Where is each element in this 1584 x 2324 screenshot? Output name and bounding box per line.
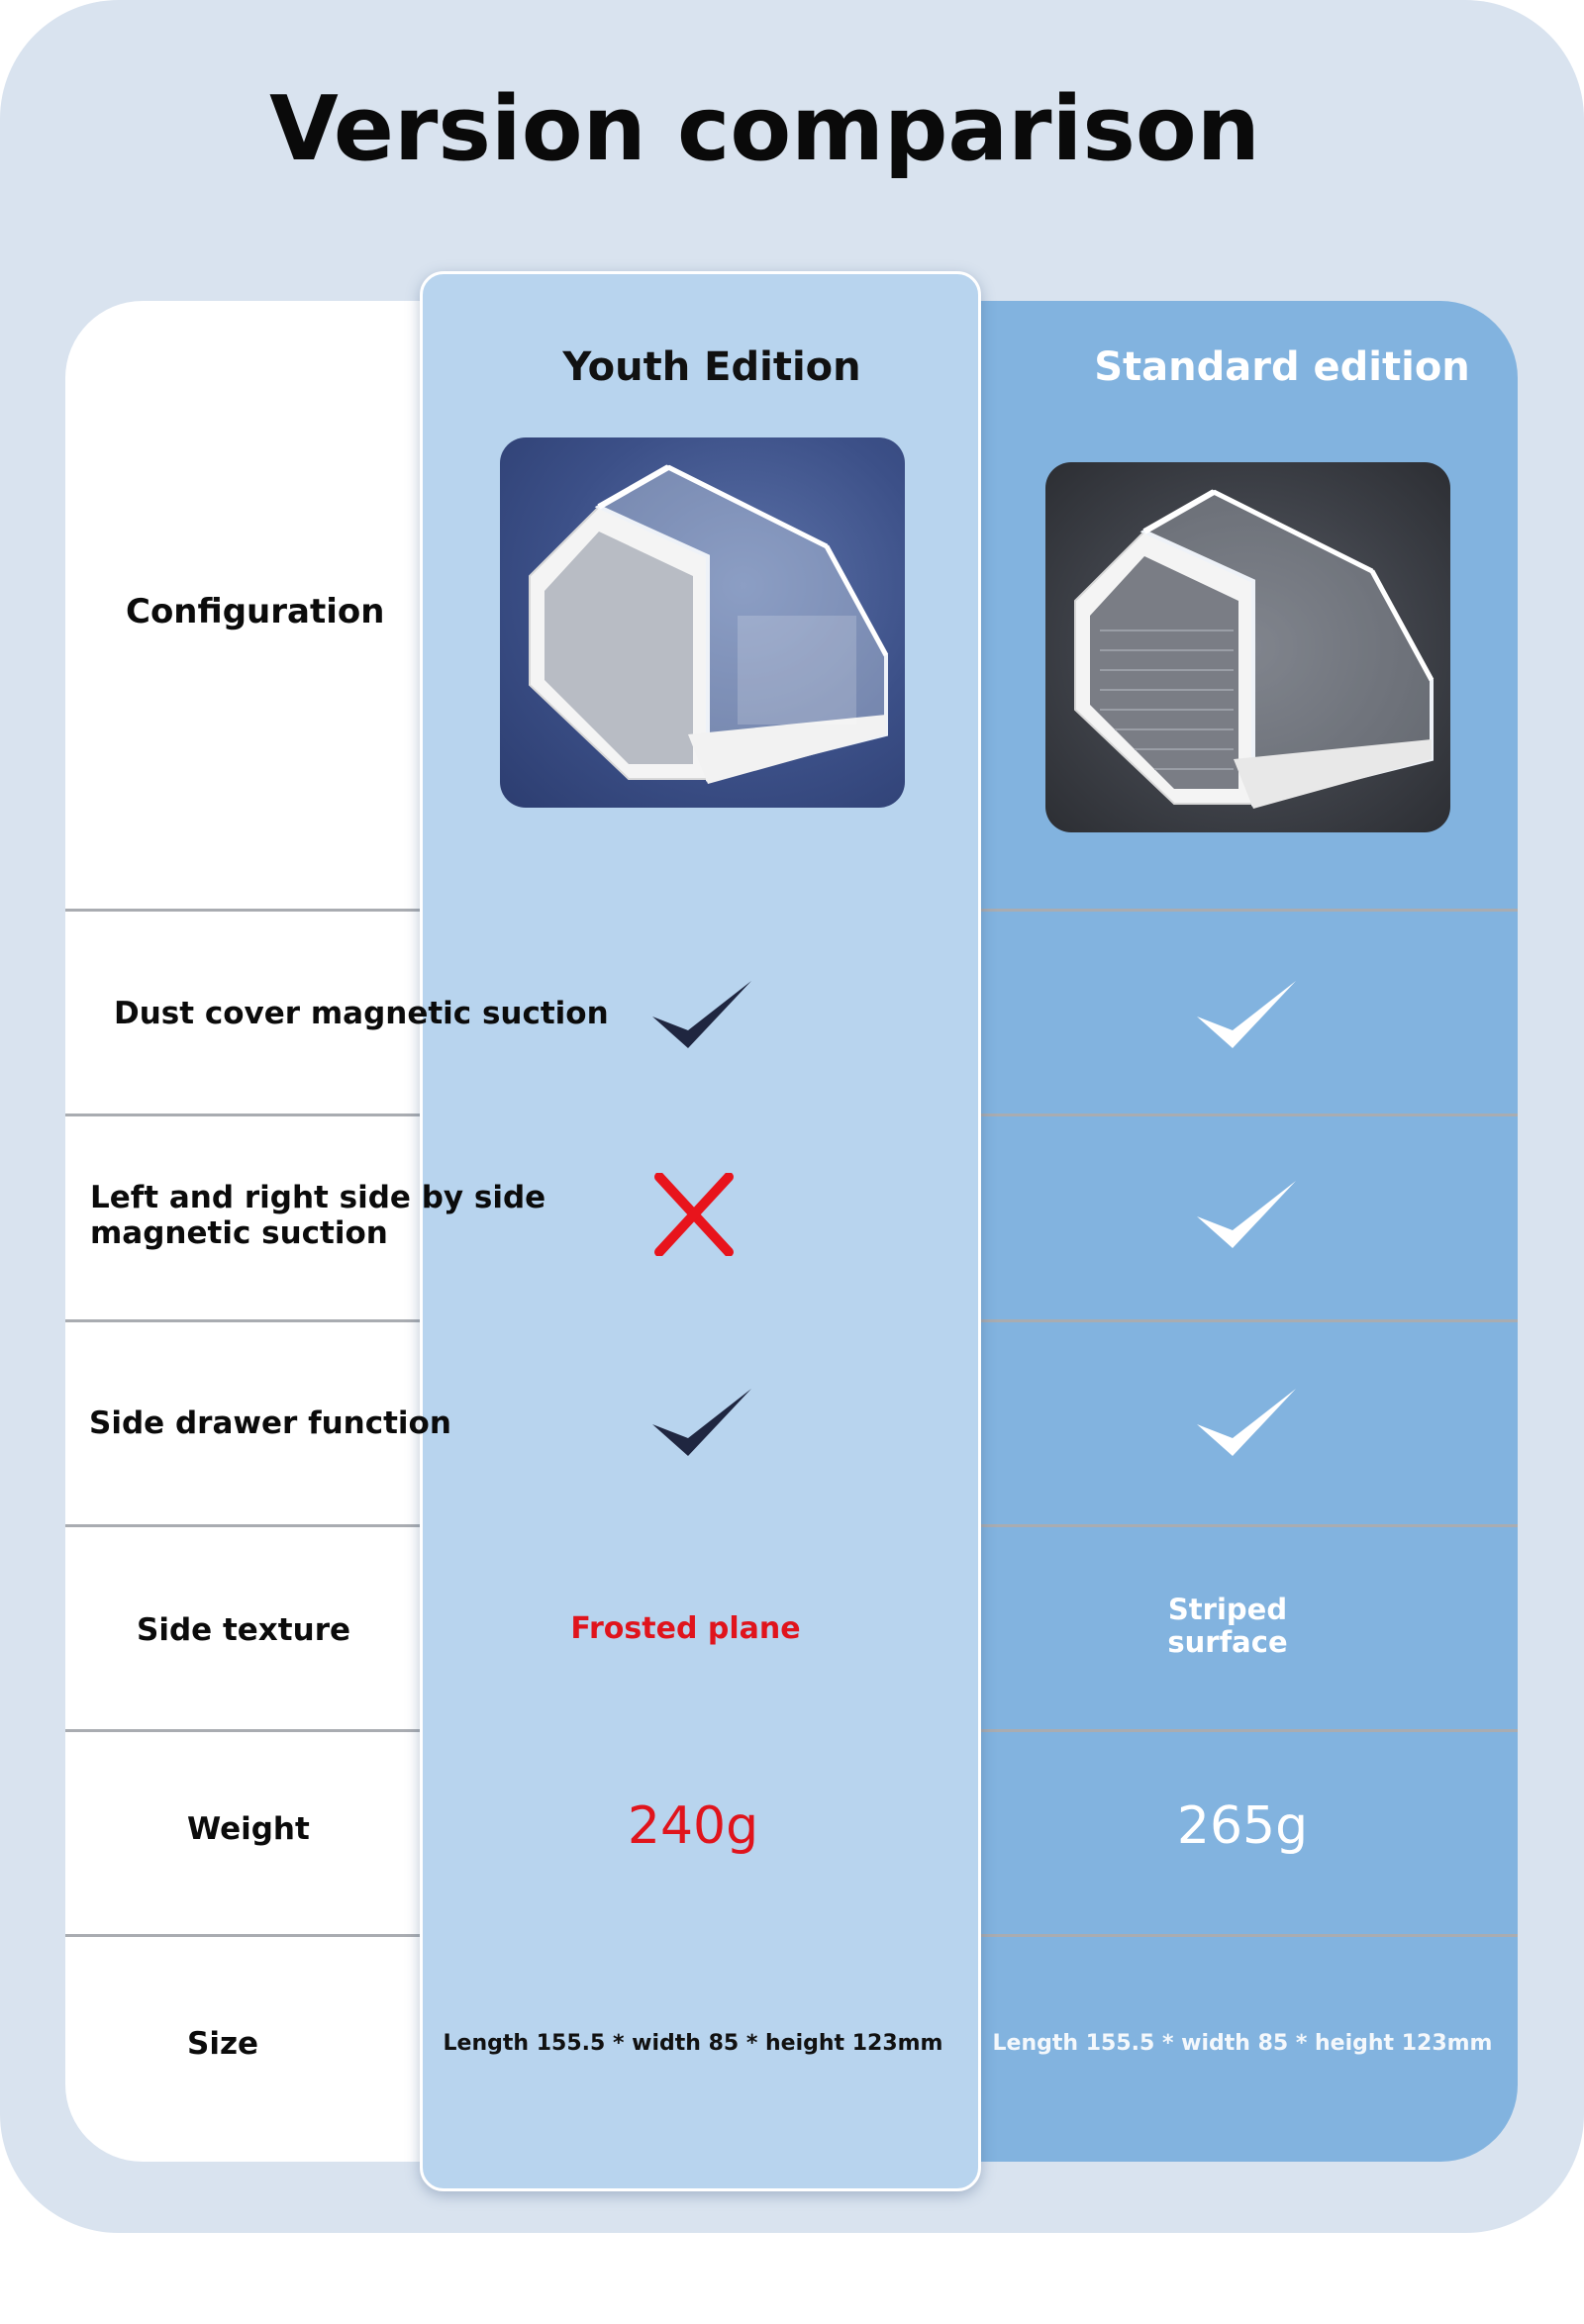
row-label-weight: Weight bbox=[187, 1811, 310, 1847]
standard-size-value: Length 155.5 * width 85 * height 123mm bbox=[992, 2031, 1493, 2056]
youth-product-image bbox=[500, 437, 905, 808]
row-label-configuration: Configuration bbox=[126, 592, 385, 631]
youth-side-texture-value: Frosted plane bbox=[570, 1611, 801, 1646]
check-icon bbox=[648, 975, 755, 1058]
standard-weight-value: 265g bbox=[1176, 1796, 1309, 1856]
row-label-side-by-side bbox=[90, 1180, 545, 1251]
row-label-size: Size bbox=[187, 2026, 259, 2062]
cross-icon bbox=[653, 1173, 735, 1260]
check-icon bbox=[1193, 1175, 1300, 1258]
check-icon bbox=[1193, 975, 1300, 1058]
standard-side-texture-line2: surface bbox=[1167, 1625, 1288, 1659]
row-label-side-by-side-line2: magnetic suction bbox=[90, 1215, 388, 1251]
youth-size-value: Length 155.5 * width 85 * height 123mm bbox=[443, 2031, 943, 2056]
standard-edition-header: Standard edition bbox=[1094, 344, 1470, 390]
row-label-side-by-side-line1: Left and right side by side bbox=[90, 1180, 546, 1215]
standard-side-texture-value bbox=[1079, 1594, 1376, 1659]
row-label-side-drawer: Side drawer function bbox=[89, 1405, 451, 1441]
row-label-side-texture: Side texture bbox=[137, 1612, 351, 1648]
row-label-dust-cover: Dust cover magnetic suction bbox=[114, 996, 609, 1031]
standard-side-texture-line1: Striped bbox=[1167, 1593, 1288, 1626]
page-title: Version comparison bbox=[269, 77, 1260, 181]
standard-product-image bbox=[1045, 462, 1450, 832]
check-icon bbox=[1193, 1383, 1300, 1466]
youth-weight-value: 240g bbox=[627, 1796, 759, 1856]
youth-edition-header: Youth Edition bbox=[562, 344, 861, 390]
check-icon bbox=[648, 1383, 755, 1466]
